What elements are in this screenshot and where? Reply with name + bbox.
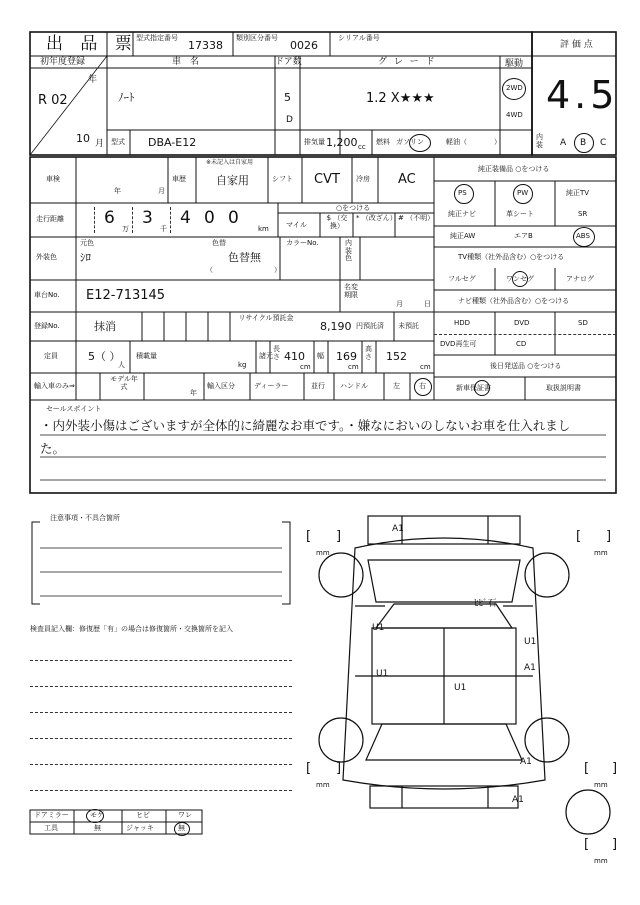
inspection-month: 月 [158,187,165,195]
bracket-fl-close: ] [336,529,342,544]
car-name-label: 車 名 [172,57,200,67]
first-reg-era: R 02 [38,93,68,108]
interior-label: 内装 [536,133,543,149]
handle-right: 右 [419,382,426,390]
import-dealer: ディーラー [254,382,289,390]
sales-line-2: た。 [40,441,66,456]
width-label: 幅 [317,352,324,360]
equip-abs: ABS [576,232,590,240]
height-value: 152 [386,350,407,363]
recycle-paid: 円預託済 [356,322,384,330]
mileage-box-edge [94,207,95,233]
mileage-digit-5: 0 [228,208,239,228]
mm-fl: mm [316,549,330,557]
car-name: ﾉｰﾄ [118,91,135,104]
mirror-label: ドアミラー [34,811,69,819]
rating-value: 4.5 [546,73,619,117]
tv-oneseg: ワンセグ [506,275,534,283]
mirror-hibi: ヒビ [136,811,150,819]
fuel-diesel: 軽油（ [446,138,467,146]
recycle-unpaid: 未預託 [398,322,419,330]
bracket-rl-open: [ [306,761,312,776]
inspector-line [30,738,292,739]
later-manual: 取扱説明書 [546,384,581,392]
recycle-value: 8,190 [320,320,352,333]
tv-analog: アナログ [566,275,594,283]
equip-pw: PW [517,189,529,197]
name-change-label: 名変期限 [344,283,358,299]
damage-u1-right-front-door: U1 [524,637,537,647]
damage-u1-left-door: U1 [376,669,389,679]
door-type: D [286,115,293,125]
mileage-man: 万 [122,225,129,233]
bracket-rl-close: ] [336,761,342,776]
length-value: 410 [284,350,305,363]
displacement-value: 1,200 [326,136,358,149]
equip-ps: PS [458,189,467,197]
equip-genuine-aw: 純正AW [450,232,476,240]
repaint-paren-close: ） [274,266,281,274]
orig-color-label: 元色 [80,239,94,247]
doors-value: 5 [284,91,291,104]
color-label: 外装色 [36,253,57,261]
notes-title: 注意事項・不具合箇所 [50,514,120,522]
mileage-label: 走行距離 [36,215,64,223]
shift-value: CVT [314,172,340,187]
reg-no-label: 登録No. [34,322,60,330]
inspector-line [30,790,292,791]
import-class-label: 輸入区分 [207,382,235,390]
bracket-spare-close: ] [612,837,618,852]
fuel-label: 燃料 [376,138,390,146]
mileage-digit-4: 0 [204,208,215,228]
name-change-month: 月 [396,300,403,308]
width-cm: cm [348,363,359,371]
history-label: 車歴 [172,175,186,183]
first-reg-year-unit: 年 [88,75,98,85]
repaint-paren-open: （ [206,266,213,274]
mm-spare: mm [594,857,608,865]
tv-oneseg-circle [512,271,528,287]
jack-value: 無 [178,824,185,832]
equip-dashed-divider [434,334,616,335]
tv-fullseg: フルセグ [448,275,476,283]
navi-dvd-play: DVD再生可 [440,340,477,348]
tool-value: 無 [94,824,101,832]
history-note: ※未記入は自家用 [206,159,254,166]
handle-right-circle [414,378,432,396]
model-value: DBA-E12 [148,136,197,149]
history-value: 自家用 [216,174,249,187]
equip-airbag: エアB [514,232,533,240]
inspector-line [30,686,292,687]
handle-left: 左 [393,382,400,390]
model-year-unit: 年 [190,389,197,397]
model-year-label: モデル年式 [110,375,138,391]
damage-a1-right-rear-door: A1 [524,663,536,673]
rating-label: 評 価 点 [560,40,593,50]
bracket-rr-open: [ [584,761,590,776]
mileage-box-edge [132,207,133,233]
length-cm: cm [300,363,311,371]
fuel-gasoline: ガソリン [396,138,424,146]
navi-dvd: DVD [514,319,530,327]
load-label: 積載量 [136,352,157,360]
later-title: 後日発送品 ○をつける [490,362,562,370]
interior-color-label: 内装色 [345,239,352,263]
equip-ps-circle [454,184,474,204]
mirror-moge: モゲ [90,811,104,819]
first-reg-month: 10 [76,132,90,145]
sales-label: セールスポイント [46,405,102,413]
mileage-mile: マイル [286,221,307,229]
inspector-title: 検査員記入欄：修復歴「有」の場合は修復箇所・交換箇所を記入 [30,625,233,633]
grade-label: グ レ ー ド [378,57,437,67]
import-label: 輸入車のみ⇒ [34,382,75,390]
inspector-line [30,764,292,765]
load-kg: kg [238,361,247,369]
mm-rr: mm [594,781,608,789]
damage-u1-left-fender: U1 [372,623,385,633]
mirror-ware: ワレ [178,811,192,819]
type-cert-label: 型式指定番号 [136,34,178,42]
mileage-digit-1: 6 [104,208,115,228]
mileage-digit-2: 3 [142,208,153,228]
color-no-label: カラーNo. [286,239,319,247]
interior-a: A [560,138,567,148]
doors-label: ドア数 [275,57,302,67]
inspector-line [30,712,292,713]
mileage-digit-3: 4 [180,208,191,228]
chassis-label: 車台No. [34,291,60,299]
interior-b: B [580,138,587,148]
mileage-sen: 千 [160,225,167,233]
damage-a1-right-rear-quarter: A1 [520,757,532,767]
name-change-day: 日 [424,300,431,308]
later-warranty: 新車保証書 [456,384,491,392]
first-reg-month-unit: 月 [95,139,105,149]
navi-cd: CD [516,340,527,348]
navi-sd: SD [578,319,588,327]
drive-2wd: 2WD [506,84,523,92]
class-label: 類別区分番号 [236,34,278,42]
height-label: 高さ [365,345,372,361]
serial-label: シリアル番号 [338,34,380,42]
capacity-value: 5（ ） [88,350,121,363]
width-value: 169 [336,350,357,363]
grade-value: 1.2 X★★★ [366,91,435,106]
sales-line-1: ・内外装小傷はございますが全体的に綺麗なお車です。・嫌なにおいのしないお車を仕入れまし [40,418,571,433]
repaint-value: 色替無 [228,251,261,264]
reg-no: 抹消 [94,320,116,333]
damage-a1-rear-bumper: A1 [512,795,524,805]
mm-rl: mm [316,781,330,789]
cc-unit: cc [358,143,366,151]
class-value: 0026 [290,39,318,52]
mark-exchange: $ （交換） [326,214,348,230]
model-label: 型式 [111,138,125,146]
mark-header: ○をつける [336,204,371,212]
interior-b-circle [574,133,594,153]
mark-unknown: # （不明） [398,214,435,222]
tv-title: TV種類（社外品含む）○をつける [458,253,565,261]
drive-label: 駆動 [505,59,524,69]
handle-label: ハンドル [340,382,368,390]
fuel-gasoline-circle [409,134,431,152]
ac-value: AC [398,172,416,187]
first-reg-label: 初年度登録 [40,57,86,67]
bracket-fl-open: [ [306,529,312,544]
repaint-label: 色替 [212,239,226,247]
equip-abs-circle [573,227,595,247]
inspection-label: 車検 [46,175,60,183]
equip-leather: 革シート [506,210,534,218]
interior-c: C [600,138,607,148]
equip-genuine-tv: 純正TV [566,189,590,197]
genuine-title: 純正装備品 ○をつける [478,165,550,173]
displacement-label: 排気量 [304,138,325,146]
navi-hdd: HDD [454,319,471,327]
jack-label: ジャッキ [126,824,154,832]
shift-label: シフト [272,175,293,183]
jack-value-circle [174,822,190,836]
import-parallel: 並行 [311,382,325,390]
bracket-fr-close: ] [606,529,612,544]
equip-genuine-navi: 純正ナビ [448,210,476,218]
inspection-year: 年 [114,187,121,195]
navi-title: ナビ種類（社外品含む）○をつける [458,297,570,305]
damage-a1-front-bumper: A1 [392,524,404,534]
mark-tamper: * （改ざん） [356,214,397,222]
mileage-km: km [258,225,269,233]
damage-hibi-windshield: ﾋﾋﾞ石 [474,599,497,609]
ac-label: 冷房 [356,175,370,183]
tool-label: 工具 [44,824,58,832]
orig-color: ｼﾛ [80,251,91,264]
equip-sr: SR [578,210,588,218]
capacity-label: 定員 [44,352,58,360]
drive-2wd-circle [502,78,526,100]
chassis-no: E12-713145 [86,288,166,303]
bracket-spare-open: [ [584,837,590,852]
inspector-line [30,660,292,661]
dims-label: 諸元 [259,352,273,360]
mirror-moge-circle [86,809,104,823]
mileage-box-edge [170,207,171,233]
equip-pw-circle [513,184,533,204]
recycle-label: リサイクル預託金 [238,314,294,322]
capacity-unit: 人 [118,361,125,369]
type-cert-value: 17338 [188,39,223,52]
bracket-fr-open: [ [576,529,582,544]
damage-u1-roof: U1 [454,683,467,693]
height-cm: cm [420,363,431,371]
form-title: 出 品 票 [46,34,138,54]
later-warranty-circle [474,380,490,396]
drive-4wd: 4WD [506,111,523,119]
mm-fr: mm [594,549,608,557]
len-label: 長さ [273,345,280,361]
fuel-close: ） [494,138,501,146]
bracket-rr-close: ] [612,761,618,776]
